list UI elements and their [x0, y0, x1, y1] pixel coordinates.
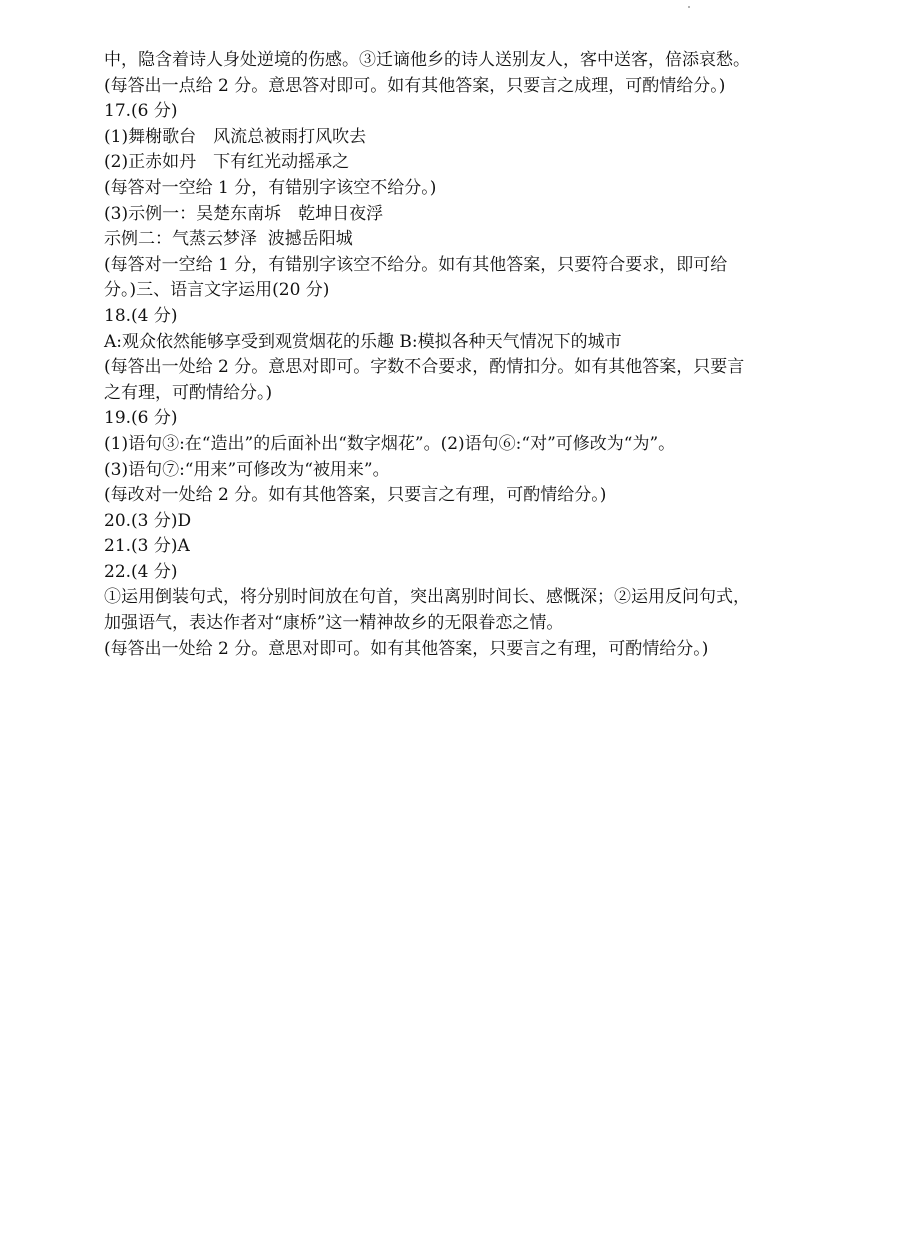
- text-line: (3)示例一：吴楚东南坼 乾坤日夜浮: [104, 203, 384, 224]
- scoring-note: (每答出一处给 2 分。意思对即可。字数不合要求，酌情扣分。如有其他答案，只要言: [104, 357, 745, 378]
- question-heading: 18.(4 分): [104, 305, 178, 326]
- scoring-note: (每答出一处给 2 分。意思对即可。如有其他答案，只要言之有理，可酌情给分。): [104, 638, 709, 659]
- text-line: 示例二：气蒸云梦泽 波撼岳阳城: [104, 229, 353, 250]
- scoring-note: (每答对一空给 1 分，有错别字该空不给分。): [104, 177, 437, 198]
- question-answer: 21.(3 分)A: [104, 536, 190, 557]
- answer-key-text: [104, 48, 824, 662]
- text-line: 加强语气，表达作者对“康桥”这一精神故乡的无限眷恋之情。: [104, 613, 564, 634]
- text-line: ①运用倒装句式，将分别时间放在句首，突出离别时间长、感慨深；②运用反问句式，: [104, 587, 750, 608]
- question-answer: 20.(3 分)D: [104, 510, 192, 531]
- text-line: (1)语句③:在“造出”的后面补出“数字烟花”。(2)语句⑥:“对”可修改为“为”。: [104, 433, 676, 454]
- section-heading: 分。)三、语言文字运用(20 分): [104, 280, 330, 301]
- text-line: 中，隐含着诗人身处逆境的伤感。③迁谪他乡的诗人送别友人，客中送客，倍添哀愁。: [104, 50, 750, 70]
- question-heading: 22.(4 分): [104, 561, 178, 582]
- scoring-note: 之有理，可酌情给分。): [104, 382, 273, 403]
- scoring-note: (每改对一处给 2 分。如有其他答案，只要言之有理，可酌情给分。): [104, 485, 607, 506]
- scan-speck: [688, 6, 690, 8]
- text-line: (2)正赤如丹 下有红光动摇承之: [104, 152, 350, 173]
- text-line: (1)舞榭歌台 风流总被雨打风吹去: [104, 126, 367, 147]
- text-line: A:观众依然能够享受到观赏烟花的乐趣 B:模拟各种天气情况下的城市: [104, 331, 622, 352]
- question-heading: 19.(6 分): [104, 408, 178, 429]
- scoring-note: (每答对一空给 1 分，有错别字该空不给分。如有其他答案，只要符合要求，即可给: [104, 254, 728, 275]
- text-line: (每答出一点给 2 分。意思答对即可。如有其他答案，只要言之成理，可酌情给分。): [104, 75, 726, 96]
- question-heading: 17.(6 分): [104, 101, 178, 122]
- text-line: (3)语句⑦:“用来”可修改为“被用来”。: [104, 459, 390, 480]
